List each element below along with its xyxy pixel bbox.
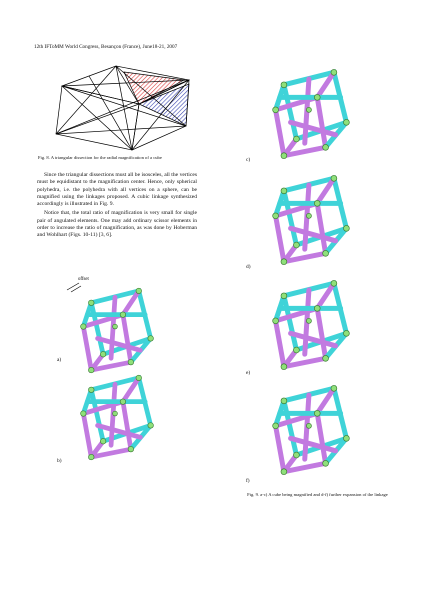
label-d: d) [246, 264, 251, 270]
fig9b-linkage [62, 370, 172, 465]
fig8-cube-dissection [44, 64, 194, 154]
label-a: a) [57, 357, 62, 363]
fig9d-linkage [253, 170, 369, 270]
label-e: e) [246, 370, 251, 376]
label-c: c) [246, 157, 251, 163]
fig9c-linkage [256, 64, 366, 164]
fig8-caption: Fig. 8. A triangular dissection for the radial magnification of a cube [38, 155, 162, 160]
paragraph-1: Since the triangular dissections must all be isosceles, all the vertices must be equidistant to the magnification center. Hence, only spherical polyhedra, i.e. the polyhedra with all vertices on a sphere, can be magnified using the linkages proposed. A cubic linkage synthesized accordingly is illustrated in Fig. 9. [37, 172, 197, 208]
page-header: 12th IFToMM World Congress, Besançon (France), June18-21, 2007 [34, 44, 178, 50]
label-f: f) [246, 478, 250, 484]
paragraph-2: Notice that, the total ratio of magnification is very small for single pair of angulated elements. One may add ordinary scissor elements in order to increase the ratio of magnification, as was done by Hoberman and Wohlhart (Figs. 10-11) [3, 6]. [37, 210, 197, 239]
fig9f-linkage [253, 380, 369, 480]
body-text [37, 172, 197, 242]
label-b: b) [57, 458, 62, 464]
fig9a-linkage [62, 283, 172, 378]
offset-label: offset [78, 277, 89, 282]
fig9e-linkage [253, 275, 369, 375]
fig9-caption: Fig. 9. a-c) A cube being magnified and d-f) further expansion of the linkage [247, 492, 388, 497]
